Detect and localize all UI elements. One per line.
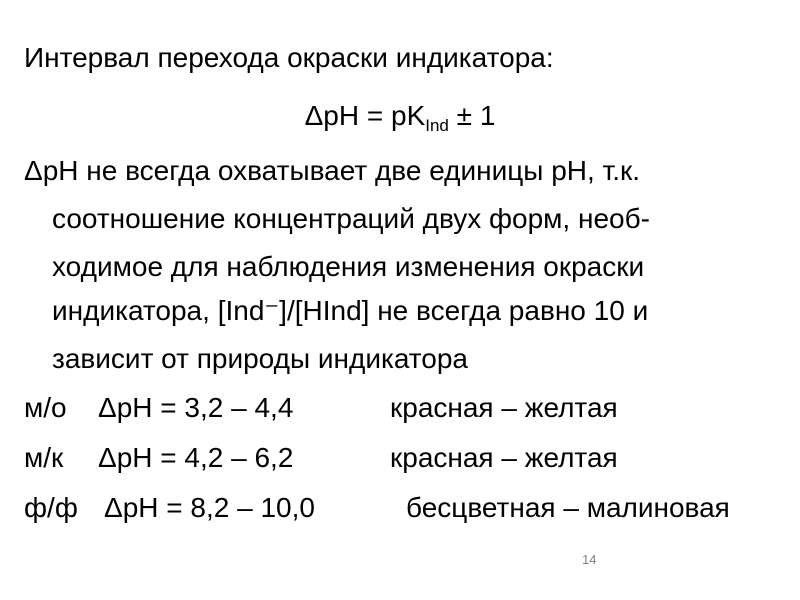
formula-subscript: Ind — [425, 116, 449, 135]
page-number: 14 — [582, 552, 597, 567]
indicator-color-change: бесцветная – малиновая — [406, 492, 730, 523]
formula-rhs: ± 1 — [448, 100, 496, 131]
paragraph-line-2: соотношение концентраций двух форм, необ- — [52, 203, 650, 234]
paragraph-line-5: зависит от природы индикатора — [52, 343, 469, 374]
paragraph-line-1: ΔpH не всегда охватывает две единицы pH, т.к. — [24, 155, 641, 186]
indicator-ph-range: ΔpH = 8,2 – 10,0 — [104, 492, 315, 523]
paragraph-line-3: ходимое для наблюдения изменения окраски — [52, 251, 645, 282]
indicator-color-change: красная – желтая — [390, 392, 618, 423]
indicator-color-change: красная – желтая — [390, 442, 618, 473]
indicator-abbr: м/о — [24, 392, 67, 423]
formula-lhs: ΔpH = pK — [304, 100, 426, 131]
paragraph-line-4: индикатора, [Ind⁻]/[HInd] не всегда равно 10 и — [52, 295, 649, 326]
indicator-ph-range: ΔpH = 3,2 – 4,4 — [98, 392, 294, 423]
slide-heading: Интервал перехода окраски индикатора: — [24, 42, 554, 73]
indicator-abbr: м/к — [24, 442, 64, 473]
indicator-ph-range: ΔpH = 4,2 – 6,2 — [98, 442, 294, 473]
indicator-abbr: ф/ф — [24, 492, 78, 523]
transition-interval-formula — [0, 100, 800, 142]
